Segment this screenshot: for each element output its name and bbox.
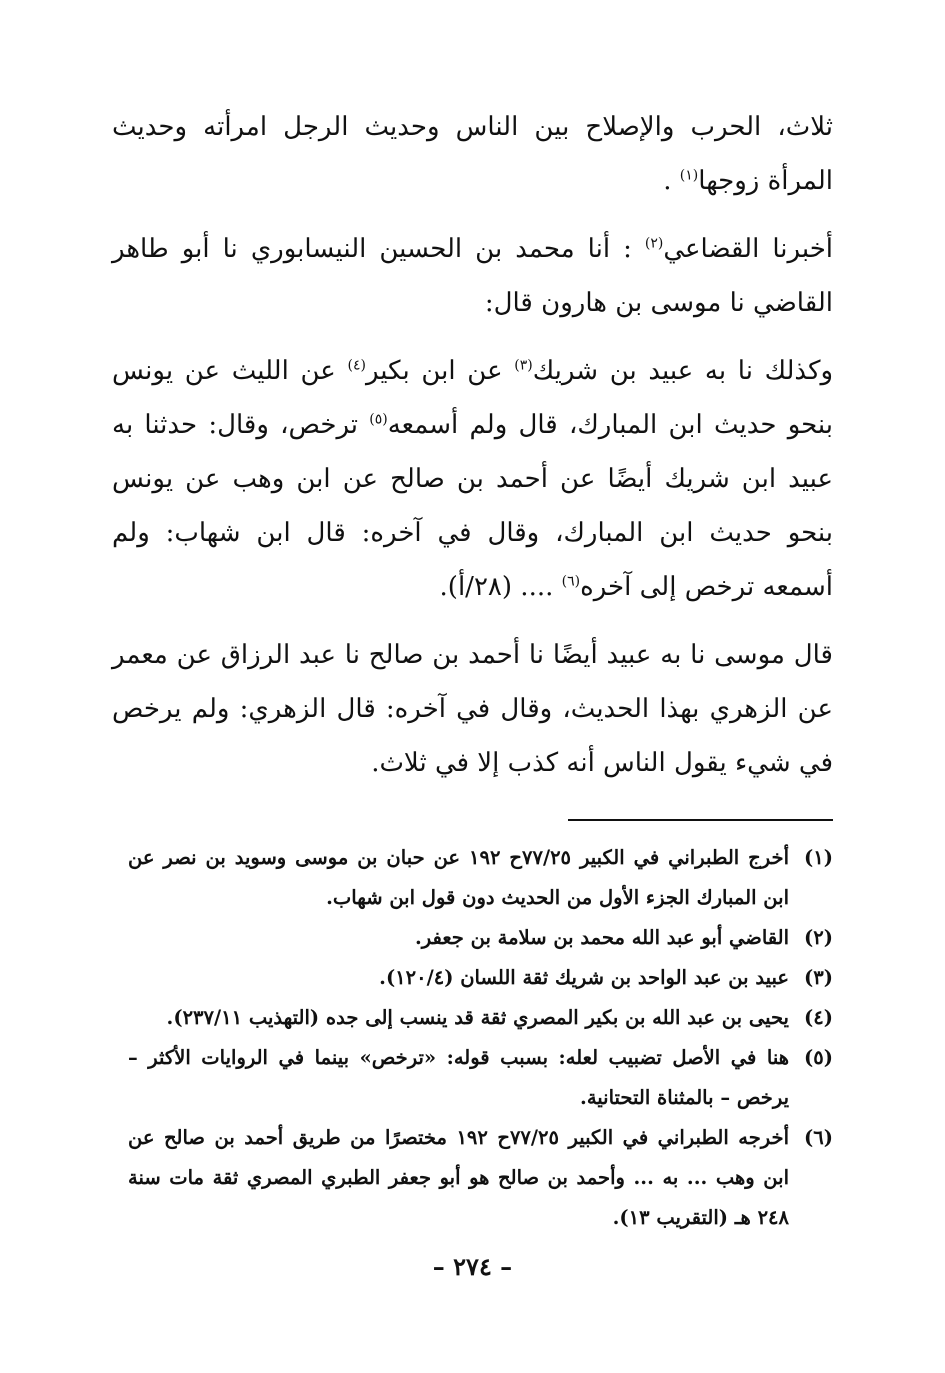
- main-text: [112, 100, 833, 804]
- footnote-2: [128, 918, 833, 958]
- footnote-text: هنا في الأصل تضبيب لعله: بسبب قوله: «ترخص» بينما في الروايات الأكثر – يرخص – بالمثناة التحتانية.: [128, 1046, 789, 1109]
- paragraph-1: [112, 100, 833, 208]
- footnote-6: [128, 1118, 833, 1238]
- paragraph-3-part-c: عن الليث عن يونس بنحو حديث ابن المبارك، قال ولم أسمعه: [112, 356, 833, 440]
- footnote-3: [128, 958, 833, 998]
- footnote-ref-1[interactable]: (١): [679, 167, 699, 184]
- footnote-ref-4[interactable]: (٤): [347, 357, 366, 374]
- footnote-text: أخرجه الطبراني في الكبير ٧٧/٢٥ح ١٩٢ مختصرًا من طريق أحمد بن صالح عن ابن وهب ... به ... وأحمد بن صالح هو أبو جعفر الطبري المصري ثقة مات سنة ٢٤٨ هـ (التقريب ١٣).: [128, 1126, 789, 1229]
- footnote-text: أخرج الطبراني في الكبير ٧٧/٢٥ح ١٩٢ عن حبان بن موسى وسويد بن نصر عن ابن المبارك الجزء الأول من الحديث دون قول ابن شهاب.: [128, 846, 789, 909]
- footnote-number: (٤): [804, 1006, 833, 1029]
- footnote-number: (١): [804, 846, 833, 869]
- footnote-number: (٦): [804, 1126, 833, 1149]
- footnote-number: (٣): [804, 966, 833, 989]
- footnote-ref-5[interactable]: (٥): [369, 411, 388, 428]
- footnote-text: عبيد بن عبد الواحد بن شريك ثقة اللسان (١٢٠/٤).: [379, 966, 789, 989]
- footnote-ref-3[interactable]: (٣): [514, 357, 533, 374]
- paragraph-3-part-a: وكذلك نا به عبيد بن شريك: [532, 356, 834, 386]
- paragraph-3-part-b: عن ابن بكير: [365, 356, 515, 386]
- footnote-text: القاضي أبو عبد الله محمد بن سلامة بن جعفر.: [414, 926, 789, 949]
- footnote-ref-6[interactable]: (٦): [561, 573, 581, 590]
- paragraph-4: [112, 628, 833, 790]
- paragraph-2: [112, 222, 833, 330]
- paragraph-3-part-e: .... (٢٨/أ).: [439, 572, 562, 602]
- footnote-ref-2[interactable]: (٢): [644, 235, 664, 252]
- footnote-text: يحيى بن عبد الله بن بكير المصري ثقة قد ينسب إلى جده (التهذيب ٢٣٧/١١).: [166, 1006, 789, 1029]
- paragraph-4-text: قال موسى نا به عبيد أيضًا نا أحمد بن صالح نا عبد الرزاق عن معمر عن الزهري بهذا الحديث، وقال في آخره: قال الزهري: ولم يرخص في شيء يقول الناس أنه كذب إلا في ثلاث.: [112, 640, 833, 778]
- paragraph-2-text: أخبرنا القضاعي: [663, 234, 833, 264]
- footnote-number: (٢): [804, 926, 833, 949]
- page-number: – ٢٧٤ –: [432, 1252, 513, 1281]
- paragraph-3-part-d: ترخص، وقال: حدثنا به عبيد ابن شريك أيضًا عن أحمد بن صالح عن ابن وهب عن يونس بنحو حديث ابن المبارك، وقال في آخره: قال ابن شهاب: ولم أسمعه ترخص إلى آخره: [112, 410, 833, 602]
- footnotes: [128, 838, 833, 1238]
- paragraph-2-tail: : أنا محمد بن الحسين النيسابوري نا أبو طاهر القاضي نا موسى بن هارون قال:: [112, 234, 833, 318]
- paragraph-1-tail: .: [663, 166, 680, 196]
- footnote-separator: [568, 819, 833, 821]
- footnote-number: (٥): [804, 1046, 833, 1069]
- footnote-1: [128, 838, 833, 918]
- footnote-5: [128, 1038, 833, 1118]
- paragraph-1-text: ثلاث، الحرب والإصلاح بين الناس وحديث الرجل امرأته وحديث المرأة زوجها: [112, 112, 833, 196]
- paragraph-3: [112, 344, 833, 614]
- footnote-4: [128, 998, 833, 1038]
